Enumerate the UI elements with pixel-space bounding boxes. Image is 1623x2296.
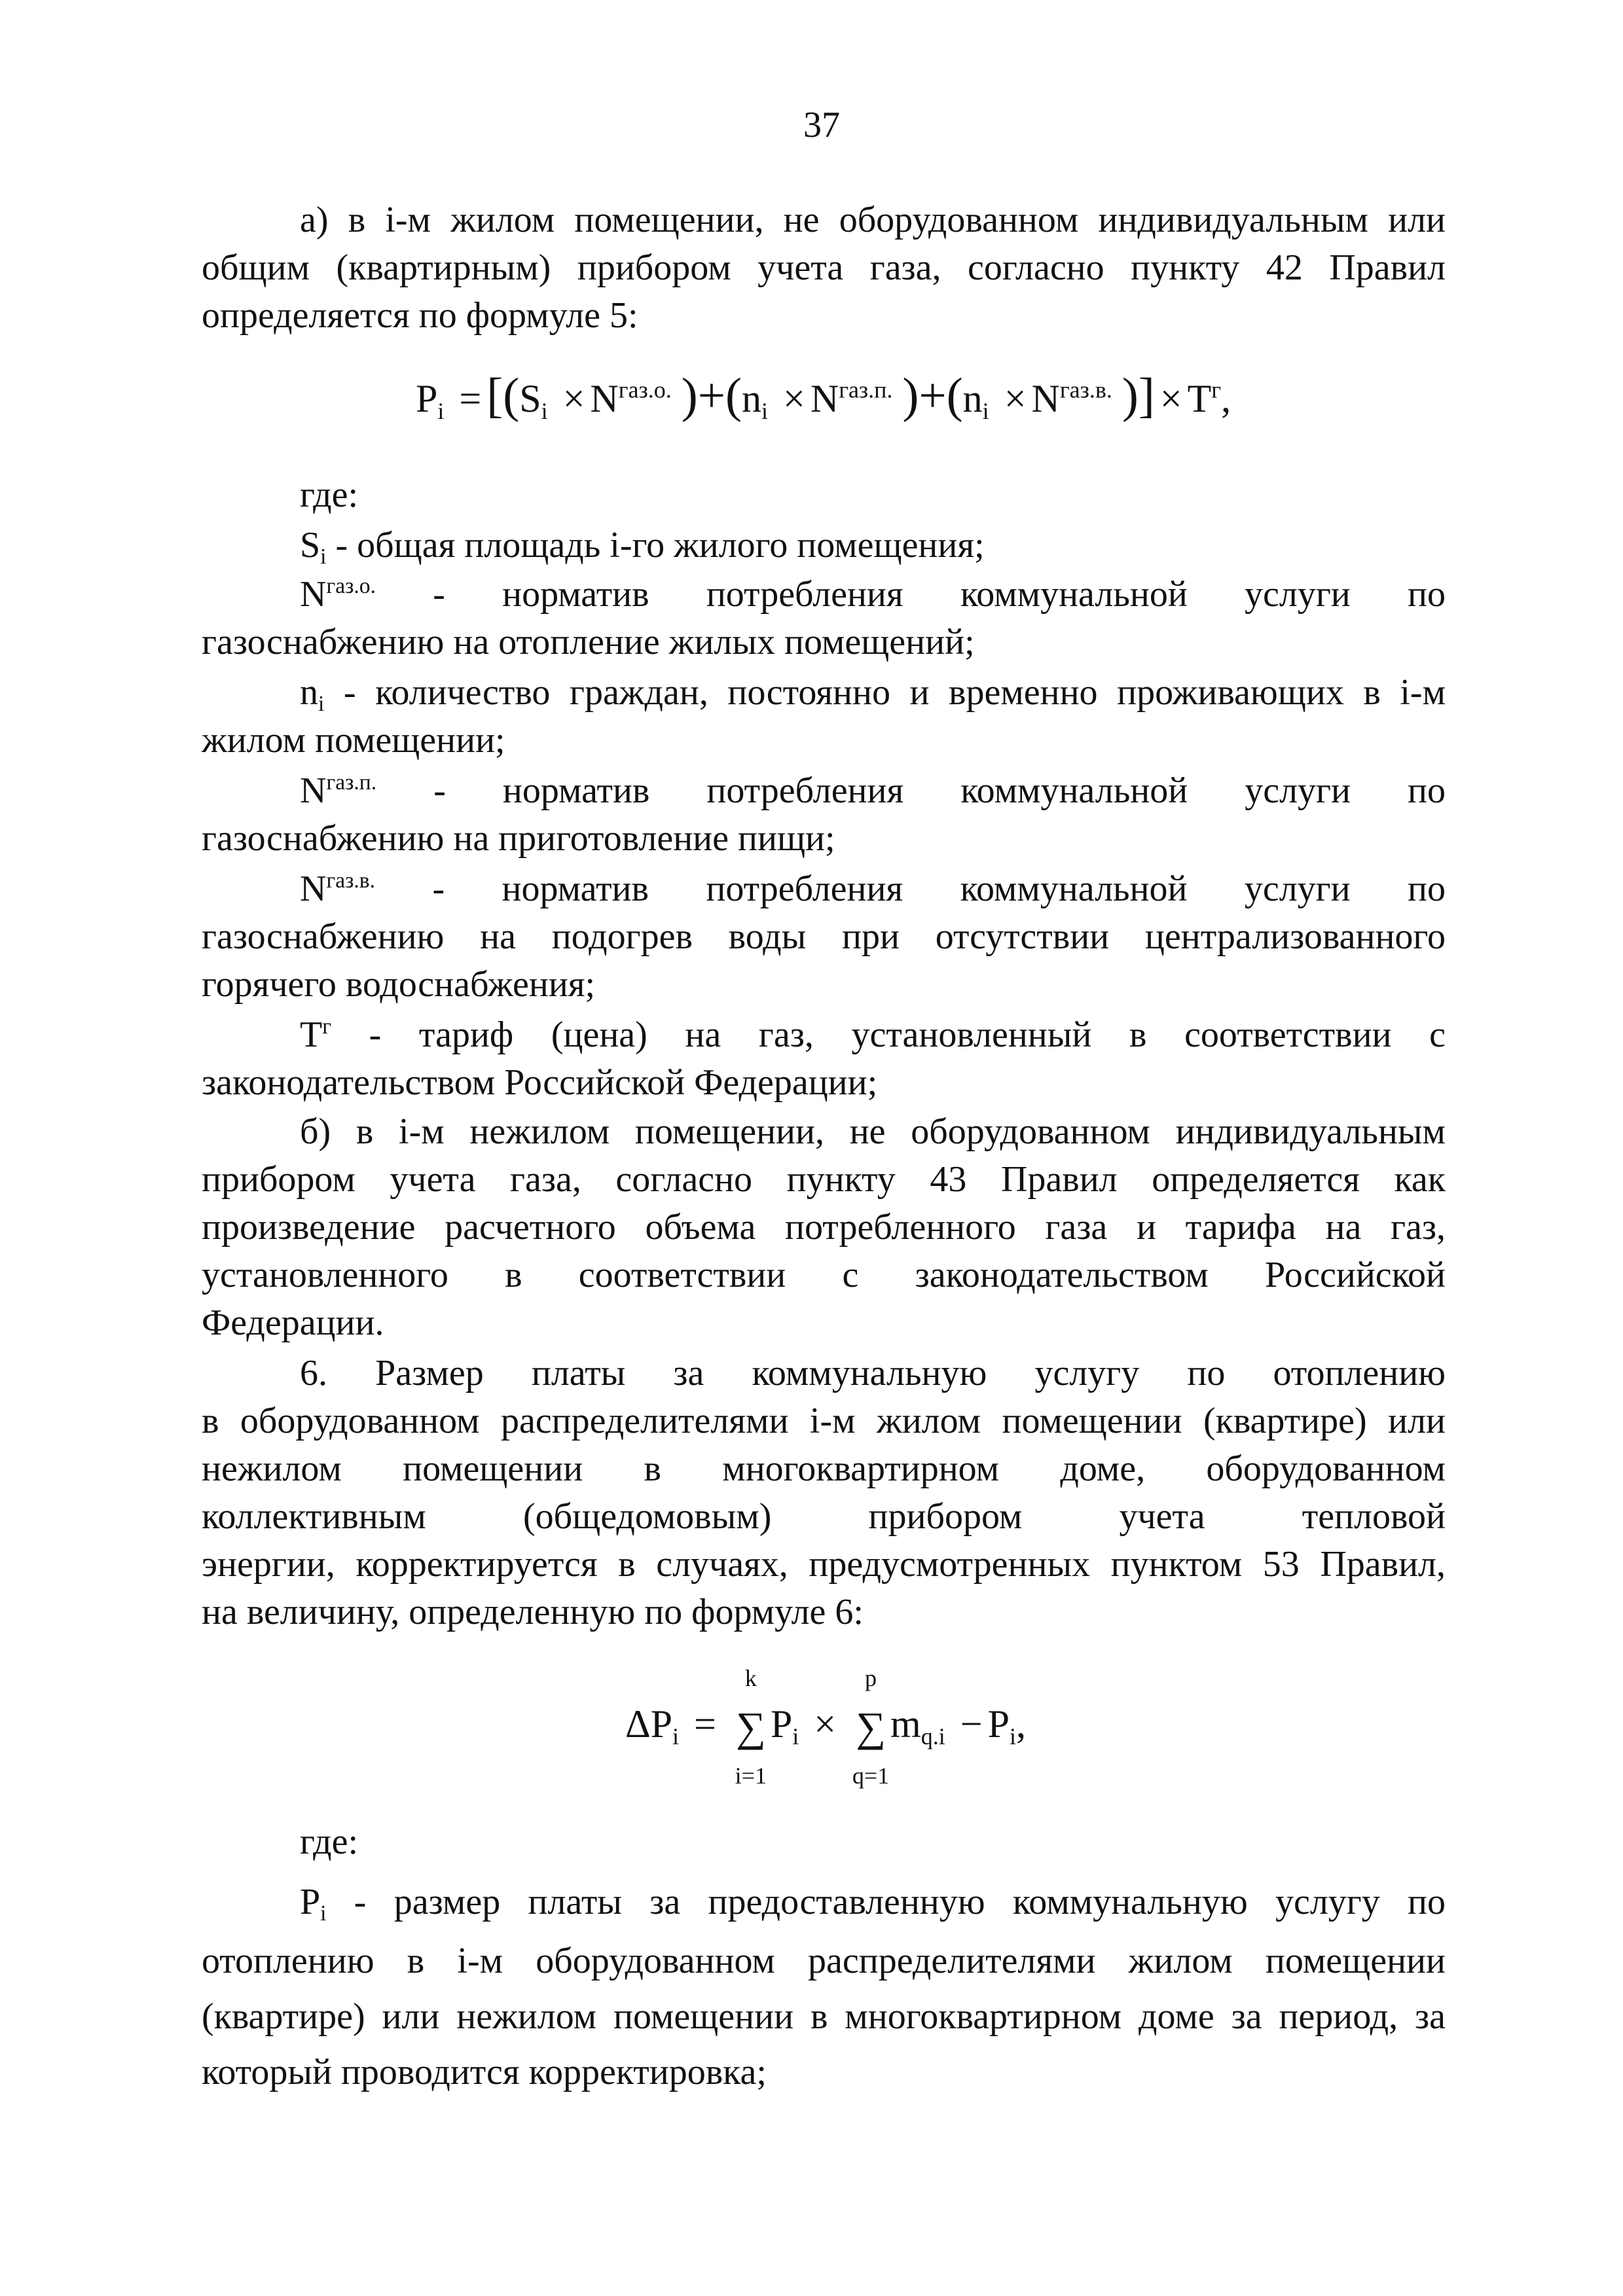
formula6-sum1-sign: ∑ xyxy=(736,1703,766,1750)
def-pi-line-3: (квартире) или нежилом помещении в многоквартирном доме за период, за xyxy=(202,1996,1446,2037)
def-tg-line-2: законодательством Российской Федерации; xyxy=(202,1062,878,1103)
formula5-ni-1: n xyxy=(741,377,761,420)
para-b-line-3: произведение расчетного объема потребленного газа и тарифа на газ, xyxy=(202,1207,1446,1247)
para-a-line-1: а) в i-м жилом помещении, не оборудованном индивидуальным или xyxy=(300,200,1446,240)
para-b-line-1: б) в i-м нежилом помещении, не оборудованном индивидуальным xyxy=(300,1111,1446,1152)
formula6-m: m xyxy=(890,1702,921,1746)
formula6-m-sub: q.i xyxy=(921,1723,945,1749)
formula5-plus-2: )+( xyxy=(902,368,963,423)
para-b-line-4: установленного в соответствии с законодательством Российской xyxy=(202,1255,1446,1295)
formula5-comma: , xyxy=(1221,377,1231,420)
def-ngazp-text: - норматив потребления коммунальной услуги по xyxy=(376,770,1446,811)
formula6-p2: P xyxy=(987,1702,1010,1746)
formula5-ni-2-sub: i xyxy=(982,397,989,424)
formula5-times-1: × xyxy=(562,377,585,420)
para-6-line-2: в оборудованном распределителями i-м жилом помещении (квартире) или xyxy=(202,1401,1446,1441)
formula6-sum2-sign: ∑ xyxy=(856,1703,886,1750)
formula6-times: × xyxy=(814,1702,837,1746)
formula5-n2-sup: газ.п. xyxy=(839,376,893,403)
def-ngazo-sup: газ.о. xyxy=(326,573,376,598)
def-tg-sym: T xyxy=(300,1014,323,1055)
page-number: 37 xyxy=(803,105,840,145)
def-ngazv-line-1 xyxy=(300,865,1446,913)
formula5-s-sub: i xyxy=(541,397,548,424)
para-b-line-5: Федерации. xyxy=(202,1302,384,1343)
formula5-eq: = xyxy=(459,377,482,420)
formula5-s: S xyxy=(519,377,541,420)
para-6-line-1: 6. Размер платы за коммунальную услугу по отоплению xyxy=(300,1353,1446,1393)
def-tg-text: - тариф (цена) на газ, установленный в соответствии с xyxy=(331,1014,1446,1055)
def-ni-line-1 xyxy=(300,669,1446,717)
para-a-line-3: определяется по формуле 5: xyxy=(202,295,638,336)
para-6-line-4: коллективным (общедомовым) прибором учета тепловой xyxy=(202,1496,1446,1537)
formula5-ni-2: n xyxy=(962,377,983,420)
formula5-p: P xyxy=(416,377,438,420)
para-6-line-6: на величину, определенную по формуле 6: xyxy=(202,1592,864,1632)
def-ngazo-text: - норматив потребления коммунальной услуги по xyxy=(375,574,1446,615)
def-ngazp-line-2: газоснабжению на приготовление пищи; xyxy=(202,818,835,859)
def-ngazv-text: - норматив потребления коммунальной услуги по xyxy=(375,869,1446,909)
formula6-p2-sub: i xyxy=(1009,1723,1016,1749)
formula5-n1-sup: газ.о. xyxy=(618,376,672,403)
formula6-p: P xyxy=(770,1702,793,1746)
formula5-t-sup: г xyxy=(1211,376,1222,403)
formula5-n2: N xyxy=(810,377,839,420)
def-ngazv-sym: N xyxy=(300,869,327,909)
formula6-sum1-bot: i=1 xyxy=(735,1762,767,1789)
formula6-sum-2 xyxy=(851,1664,890,1789)
para-6-line-3: нежилом помещении в многоквартирном доме, оборудованном xyxy=(202,1448,1446,1489)
where-label-2: где: xyxy=(300,1821,359,1862)
def-ni-sub: i xyxy=(318,692,325,717)
formula6-delta-sub: i xyxy=(672,1723,679,1749)
formula6-sum1-top: k xyxy=(744,1664,757,1691)
formula5-plus-1: )+( xyxy=(681,368,742,423)
def-ngazp-sym: N xyxy=(300,770,327,811)
formula6-minus: − xyxy=(960,1702,983,1746)
def-ngazv-line-3: горячего водоснабжения; xyxy=(202,964,596,1005)
def-pi-sub: i xyxy=(320,1901,327,1926)
para-b-line-2: прибором учета газа, согласно пункту 43 Правил определяется как xyxy=(202,1159,1446,1200)
def-ngazo-line-1 xyxy=(300,571,1446,619)
formula5-t: T xyxy=(1187,377,1212,420)
formula6-comma: , xyxy=(1015,1702,1026,1746)
para-6-line-5: энергии, корректируется в случаях, предусмотренных пунктом 53 Правил, xyxy=(202,1544,1446,1585)
def-si-sub: i xyxy=(320,545,327,569)
def-ngazp-line-1 xyxy=(300,767,1446,815)
where-label-1: где: xyxy=(300,475,359,515)
formula5-n3: N xyxy=(1031,377,1060,420)
formula5-times-3: × xyxy=(1004,377,1027,420)
formula-6 xyxy=(625,1664,1026,1789)
formula6-eq: = xyxy=(693,1702,716,1746)
def-ngazv-sup: газ.в. xyxy=(326,868,376,893)
formula5-times-4: × xyxy=(1159,377,1182,420)
def-pi-line-2: отоплению в i-м оборудованном распределителями жилом помещении xyxy=(202,1941,1446,1981)
formula5-open: [( xyxy=(486,368,520,423)
formula6-delta-p: ΔP xyxy=(625,1702,672,1746)
formula5-close: )] xyxy=(1122,368,1155,423)
formula6-p-sub: i xyxy=(792,1723,799,1749)
def-pi-line-4: который проводится корректировка; xyxy=(202,2052,767,2092)
formula-5 xyxy=(416,368,1231,424)
def-ni-text: - количество граждан, постоянно и временно проживающих в i-м xyxy=(324,672,1446,713)
formula5-n3-sup: газ.в. xyxy=(1059,376,1112,403)
formula6-sum2-top: p xyxy=(865,1664,877,1691)
formula6-sum-1 xyxy=(731,1664,771,1789)
para-a-line-2: общим (квартирным) прибором учета газа, согласно пункту 42 Правил xyxy=(202,247,1446,288)
def-pi-text: - размер платы за предоставленную коммунальную услугу по xyxy=(326,1882,1446,1922)
def-tg-sup: г xyxy=(322,1014,331,1039)
def-tg-line-1 xyxy=(300,1011,1446,1059)
def-ngazp-sup: газ.п. xyxy=(326,770,377,795)
def-si-text: - общая площадь i-го жилого помещения; xyxy=(326,525,985,565)
formula5-ni-1-sub: i xyxy=(761,397,768,424)
def-ni-line-2: жилом помещении; xyxy=(202,720,505,761)
def-pi-line-1 xyxy=(300,1878,1446,1926)
formula6-sum2-bot: q=1 xyxy=(852,1762,890,1789)
def-ni-sym: n xyxy=(300,672,318,713)
formula5-p-sub: i xyxy=(437,397,445,424)
def-ngazo-sym: N xyxy=(300,574,327,615)
def-si xyxy=(300,522,1446,569)
def-pi-sym: P xyxy=(300,1882,321,1922)
def-ngazo-line-2: газоснабжению на отопление жилых помещений; xyxy=(202,622,975,662)
formula5-times-2: × xyxy=(783,377,805,420)
def-si-sym: S xyxy=(300,525,321,565)
def-ngazv-line-2: газоснабжению на подогрев воды при отсутствии централизованного xyxy=(202,916,1446,957)
formula5-n1: N xyxy=(590,377,619,420)
